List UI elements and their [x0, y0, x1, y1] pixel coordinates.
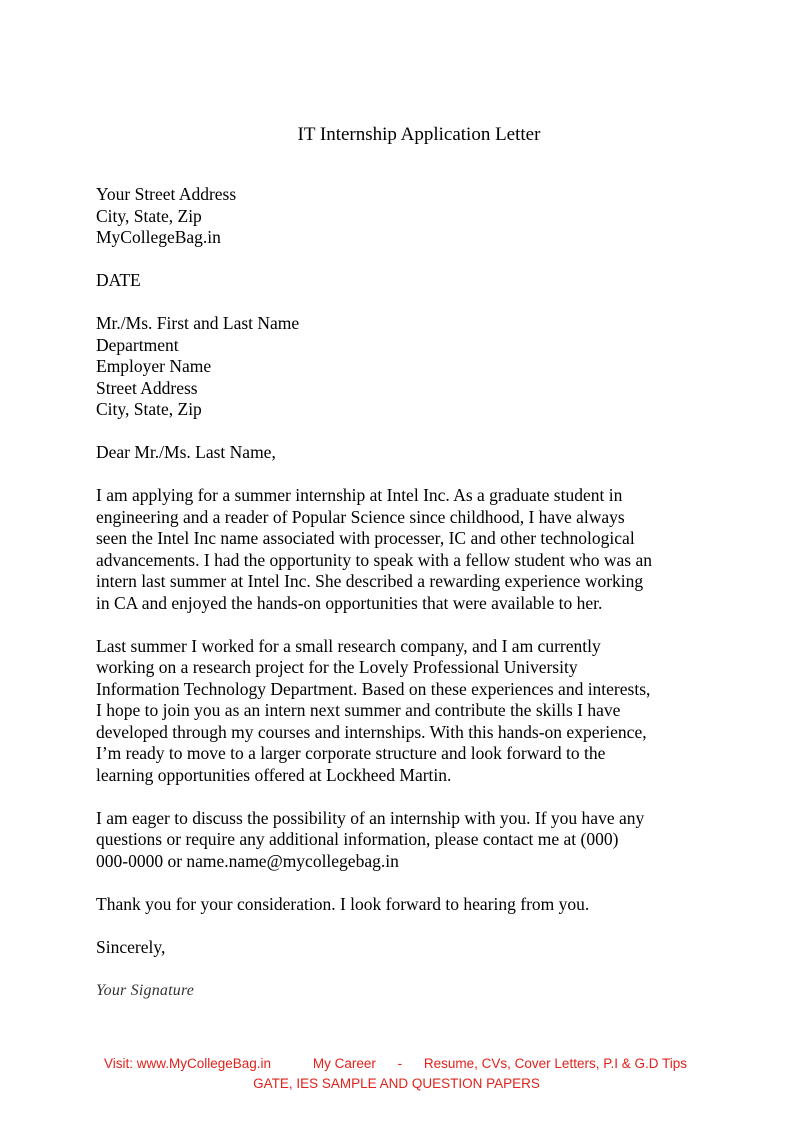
sender-address [96, 184, 696, 249]
paragraph-line: seen the Intel Inc name associated with processer, IC and other technological [96, 528, 635, 548]
salutation: Dear Mr./Ms. Last Name, [96, 442, 276, 462]
paragraph-1 [96, 485, 696, 614]
footer-visit-link[interactable]: Visit: www.MyCollegeBag.in [104, 1056, 272, 1071]
paragraph-line: working on a research project for the Lovely Professional University [96, 657, 578, 677]
paragraph-3 [96, 808, 696, 873]
recipient-name: Mr./Ms. First and Last Name [96, 313, 300, 333]
paragraph-line: learning opportunities offered at Lockheed Martin. [96, 764, 452, 785]
paragraph-line: I’m ready to move to a larger corporate structure and look forward to the [96, 743, 606, 763]
paragraph-line: I am eager to discuss the possibility of an internship with you. If you have any [96, 807, 645, 828]
thanks-line: Thank you for your consideration. I look forward to hearing from you. [96, 893, 590, 914]
paragraph-line: developed through my courses and internships. With this hands-on experience, [96, 721, 647, 742]
paragraph-line: questions or require any additional information, please contact me at (000) [96, 829, 619, 849]
sender-street: Your Street Address [96, 184, 237, 204]
paragraph-line: intern last summer at Intel Inc. She described a rewarding experience working [96, 571, 644, 591]
closing: Sincerely, [96, 936, 166, 957]
paragraph-line: Last summer I worked for a small research company, and I am currently [96, 635, 601, 656]
paragraph-2 [96, 636, 696, 787]
paragraph-line: advancements. I had the opportunity to speak with a fellow student who was an [96, 549, 652, 570]
recipient-employer: Employer Name [96, 356, 212, 376]
footer-career-link[interactable]: My Career [312, 1056, 376, 1071]
recipient-address [96, 313, 696, 421]
paragraph-line: engineering and a reader of Popular Science since childhood, I have always [96, 506, 625, 527]
recipient-department: Department [96, 334, 179, 355]
footer-row-links [104, 1054, 687, 1073]
document-title: IT Internship Application Letter [297, 124, 541, 145]
footer-papers-link[interactable]: GATE, IES SAMPLE AND QUESTION PAPERS [253, 1076, 540, 1091]
signature: Your Signature [96, 981, 195, 999]
paragraph-line: I am applying for a summer internship at Intel Inc. As a graduate student in [96, 485, 623, 505]
footer-tips-link[interactable]: Resume, CVs, Cover Letters, P.I & G.D Tips [423, 1056, 687, 1071]
recipient-city: City, State, Zip [96, 399, 202, 419]
footer-separator: - [397, 1056, 403, 1071]
paragraph-line: in CA and enjoyed the hands-on opportunities that were available to her. [96, 592, 603, 613]
letter-body [96, 184, 696, 1001]
recipient-street: Street Address [96, 377, 198, 398]
letter-date: DATE [96, 270, 141, 290]
paragraph-line: I hope to join you as an intern next summer and contribute the skills I have [96, 700, 621, 720]
sender-site: MyCollegeBag.in [96, 227, 221, 247]
sender-city: City, State, Zip [96, 205, 202, 226]
paragraph-line: 000-0000 or name.name@mycollegebag.in [96, 850, 399, 871]
paragraph-line: Information Technology Department. Based on these experiences and interests, [96, 678, 651, 699]
